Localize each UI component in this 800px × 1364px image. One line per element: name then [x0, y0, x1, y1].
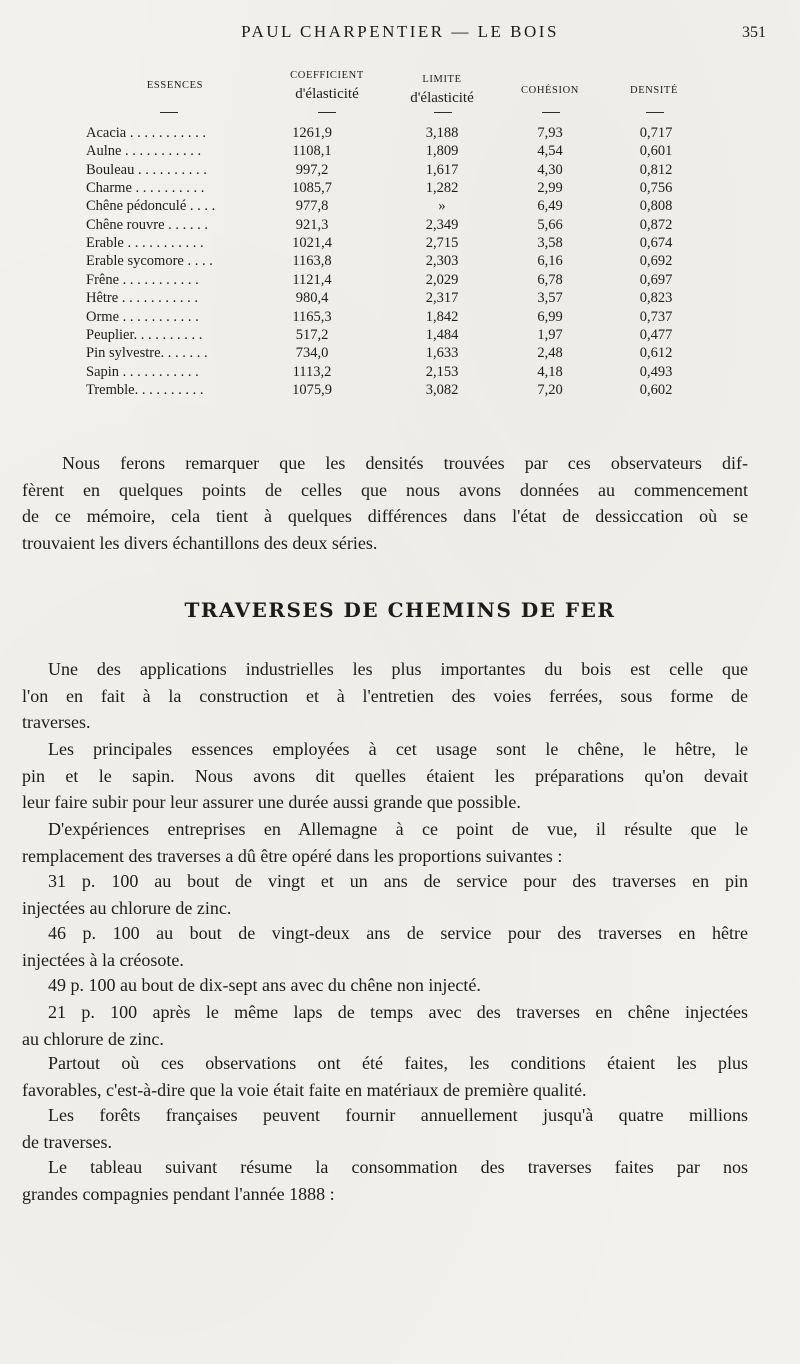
coefficient-value: 1075,9 — [292, 381, 332, 398]
coefficient-value: 734,0 — [295, 345, 329, 362]
densite-value: 0,823 — [639, 290, 673, 307]
densite-value: 0,601 — [639, 143, 673, 160]
table-row — [0, 142, 800, 160]
table-row — [0, 216, 800, 234]
densite-value: 0,697 — [639, 271, 673, 288]
limite-value: 1,484 — [425, 326, 459, 343]
densite-value: 0,602 — [639, 381, 673, 398]
limite-value: 1,282 — [425, 180, 459, 197]
table-row — [0, 234, 800, 252]
text-line: injectées au chlorure de zinc. — [22, 897, 232, 918]
coefficient-value: 980,4 — [295, 290, 329, 307]
cohesion-value: 3,57 — [537, 290, 563, 307]
text-line: 46 p. 100 au bout de vingt-deux ans de service pour des traverses en hêtre — [48, 923, 748, 943]
coefficient-value: 1108,1 — [292, 143, 332, 160]
limite-value: 2,303 — [425, 253, 459, 270]
limite-value: 2,153 — [425, 363, 459, 380]
species-name: Erable sycomore . . . . — [86, 253, 213, 270]
cohesion-value: 4,18 — [537, 363, 563, 380]
table-row — [0, 179, 800, 197]
coefficient-value: 1261,9 — [292, 125, 332, 141]
species-name: Hêtre . . . . . . . . . . . — [86, 290, 198, 307]
body-paragraph — [22, 656, 748, 736]
header-essences: ESSENCES — [146, 80, 204, 91]
species-name: Charme . . . . . . . . . . — [86, 180, 205, 197]
body-paragraph — [22, 972, 748, 999]
text-line: l'on en fait à la construction et à l'entretien des voies ferrées, sous forme de — [22, 685, 748, 706]
limite-value: 1,617 — [425, 161, 459, 178]
species-name: Pin sylvestre. . . . . . . — [86, 345, 208, 362]
running-title: PAUL CHARPENTIER — LE BOIS — [241, 22, 559, 41]
text-line: Partout où ces observations ont été faites, les conditions étaient les plus — [48, 1053, 748, 1073]
species-name: Orme . . . . . . . . . . . — [86, 308, 199, 325]
body-paragraph — [22, 1154, 748, 1207]
text-line: remplacement des traverses a dû être opéré dans les proportions suivantes : — [22, 845, 563, 866]
text-line: grandes compagnies pendant l'année 1888 : — [22, 1183, 335, 1204]
cohesion-value: 6,99 — [537, 308, 563, 325]
limite-value: 2,349 — [425, 216, 459, 233]
text-line: de traverses. — [22, 1131, 112, 1152]
densite-value: 0,612 — [639, 345, 673, 362]
body-paragraph — [22, 920, 748, 973]
text-line: Les forêts françaises peuvent fournir annuellement jusqu'à quatre millions — [48, 1105, 748, 1125]
limite-value: 2,029 — [425, 271, 459, 288]
species-name: Bouleau . . . . . . . . . . — [86, 161, 207, 178]
cohesion-value: 4,54 — [537, 143, 563, 160]
header-cohesion: COHÉSION — [521, 85, 579, 96]
coefficient-value: 1113,2 — [292, 363, 332, 380]
species-name: Acacia . . . . . . . . . . . — [86, 125, 206, 141]
body-paragraph — [22, 1050, 748, 1103]
text-line: pin et le sapin. Nous avons dit quelles étaient les préparations qu'on devait — [22, 765, 748, 786]
table-row — [0, 271, 800, 289]
body-paragraph — [22, 868, 748, 921]
densite-value: 0,477 — [639, 326, 673, 343]
text-line: traverses. — [22, 712, 91, 732]
header-rule — [434, 112, 452, 113]
species-name: Chêne pédonculé . . . . — [86, 198, 216, 215]
species-name: Erable . . . . . . . . . . . — [86, 235, 204, 252]
page-number: 351 — [742, 24, 766, 41]
densite-value: 0,812 — [639, 161, 673, 178]
limite-value: 2,715 — [425, 235, 459, 252]
cohesion-value: 2,48 — [537, 345, 563, 362]
table-row — [0, 197, 800, 215]
intro-paragraph — [22, 450, 748, 556]
coefficient-value: 997,2 — [295, 161, 329, 178]
table-row — [0, 344, 800, 362]
text-line: D'expériences entreprises en Allemagne à ce point de vue, il résulte que le — [48, 819, 748, 839]
limite-value: 2,317 — [425, 290, 459, 307]
species-name: Frêne . . . . . . . . . . . — [86, 271, 199, 288]
body-paragraph — [22, 816, 748, 869]
densite-value: 0,737 — [639, 308, 673, 325]
species-name: Chêne rouvre . . . . . . — [86, 216, 209, 233]
densite-value: 0,756 — [639, 180, 673, 197]
limite-value: 3,082 — [425, 381, 459, 398]
header-rule — [542, 112, 560, 113]
table-row — [0, 381, 800, 399]
table-row — [0, 326, 800, 344]
coefficient-value: 921,3 — [295, 216, 329, 233]
limite-value: 1,809 — [425, 143, 459, 160]
table-row — [0, 363, 800, 381]
cohesion-value: 3,58 — [537, 235, 563, 252]
running-head — [0, 20, 800, 46]
limite-value: 1,842 — [425, 308, 459, 325]
cohesion-value: 2,99 — [537, 180, 563, 197]
cohesion-value: 4,30 — [537, 161, 563, 178]
table-row — [0, 161, 800, 179]
body-paragraph — [22, 999, 748, 1052]
section-title: TRAVERSES DE CHEMINS DE FER — [184, 598, 616, 622]
header-rule — [160, 112, 178, 113]
header-rule — [318, 112, 336, 113]
limite-value: 1,633 — [425, 345, 459, 362]
text-line: 21 p. 100 après le même laps de temps avec des traverses en chêne injectées — [48, 1002, 748, 1022]
text-line: Une des applications industrielles les plus importantes du bois est celle que — [48, 659, 748, 679]
text-line: Les principales essences employées à cet usage sont le chêne, le hêtre, le — [48, 739, 748, 759]
densite-value: 0,674 — [639, 235, 673, 252]
text-line: 31 p. 100 au bout de vingt et un ans de service pour des traverses en pin — [48, 871, 748, 891]
text-line: leur faire subir pour leur assurer une durée aussi grande que possible. — [22, 792, 521, 812]
header-rule — [646, 112, 664, 113]
coefficient-value: 1021,4 — [292, 235, 332, 252]
text-line: Nous ferons remarquer que les densités trouvées par ces observateurs dif- — [62, 453, 748, 473]
text-line: 49 p. 100 au bout de dix-sept ans avec du chêne non injecté. — [48, 975, 481, 995]
text-line: fèrent en quelques points de celles que nous avons données au commencement — [22, 479, 748, 500]
coefficient-value: 977,8 — [295, 198, 329, 215]
species-name: Peuplier. . . . . . . . . . — [86, 326, 203, 343]
header-densite: DENSITÉ — [630, 85, 678, 96]
text-line: Le tableau suivant résume la consommation des traverses faites par nos — [48, 1157, 748, 1177]
limite-value: 3,188 — [425, 125, 459, 141]
text-line: au chlorure de zinc. — [22, 1028, 164, 1049]
densite-value: 0,493 — [639, 363, 673, 380]
table-row — [0, 289, 800, 307]
header-coefficient: COEFFICIENT d'élasticité — [290, 70, 364, 102]
densite-value: 0,717 — [639, 125, 673, 141]
coefficient-value: 1165,3 — [292, 308, 332, 325]
cohesion-value: 1,97 — [537, 326, 563, 343]
cohesion-value: 7,93 — [537, 125, 563, 141]
text-line: favorables, c'est-à-dire que la voie était faite en matériaux de première qualité. — [22, 1079, 587, 1100]
coefficient-value: 1121,4 — [292, 271, 332, 288]
coefficient-value: 517,2 — [295, 326, 329, 343]
species-name: Tremble. . . . . . . . . . — [86, 381, 204, 398]
table-row — [0, 308, 800, 326]
text-line: injectées à la créosote. — [22, 949, 184, 970]
coefficient-value: 1085,7 — [292, 180, 332, 197]
body-paragraph — [22, 1102, 748, 1155]
cohesion-value: 7,20 — [537, 381, 563, 398]
species-name: Sapin . . . . . . . . . . . — [86, 363, 199, 380]
cohesion-value: 6,49 — [537, 198, 563, 215]
densite-value: 0,808 — [639, 198, 673, 215]
text-line: de ce mémoire, cela tient à quelques différences dans l'état de dessiccation où se — [22, 506, 748, 526]
species-name: Aulne . . . . . . . . . . . — [86, 143, 202, 160]
densite-value: 0,692 — [639, 253, 673, 270]
limite-value: » — [438, 198, 446, 215]
cohesion-value: 6,16 — [537, 253, 563, 270]
text-line: trouvaient les divers échantillons des deux séries. — [22, 532, 378, 553]
cohesion-value: 6,78 — [537, 271, 563, 288]
body-paragraph — [22, 736, 748, 816]
cohesion-value: 5,66 — [537, 216, 563, 233]
coefficient-value: 1163,8 — [292, 253, 332, 270]
header-limite: LIMITE d'élasticité — [410, 74, 474, 106]
table-row — [0, 124, 800, 142]
table-row — [0, 252, 800, 270]
densite-value: 0,872 — [639, 216, 673, 233]
